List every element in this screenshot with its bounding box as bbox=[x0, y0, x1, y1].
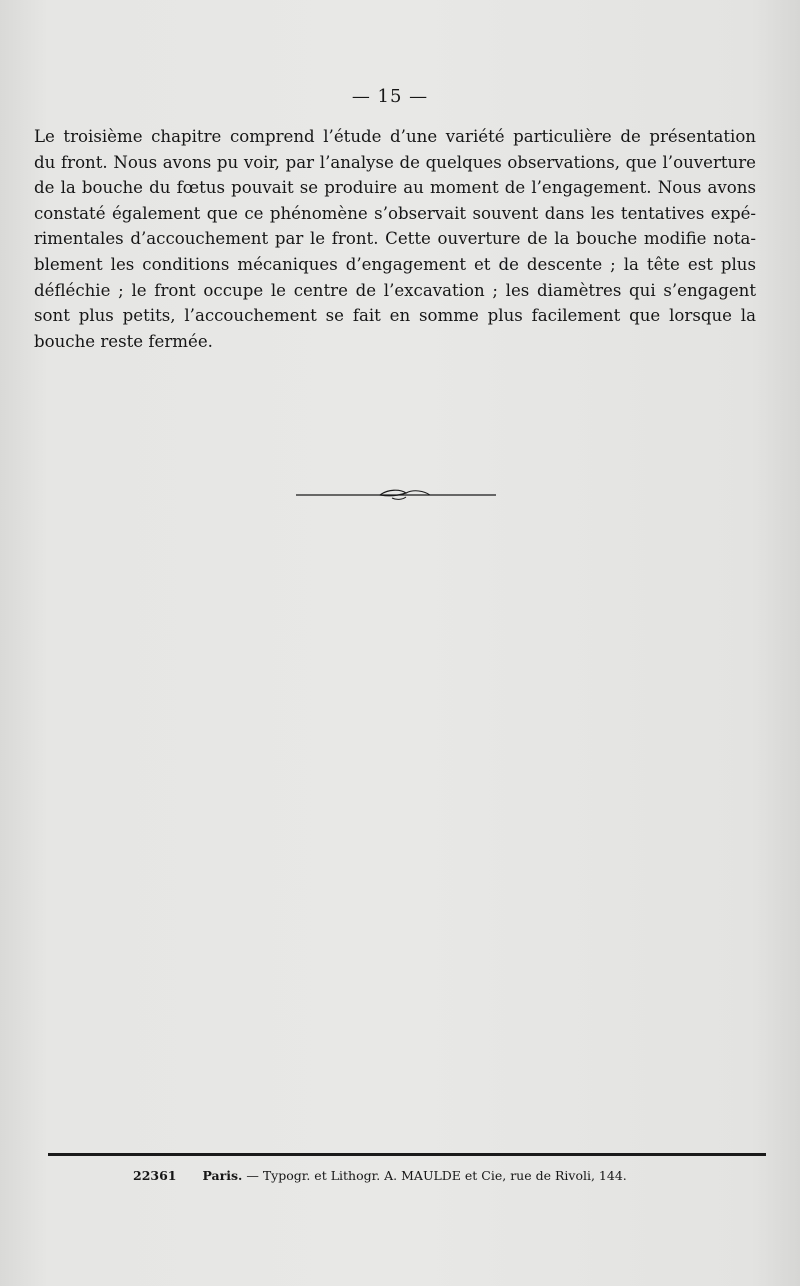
imprint-city: Paris. bbox=[202, 1168, 243, 1183]
paragraph-line: rimentales d’accouchement par le front. Cette ouverture de la bouche modifie nota- bbox=[34, 229, 756, 249]
page-number: — 15 — bbox=[351, 86, 429, 107]
paragraph-line: bouche reste fermée. bbox=[34, 331, 213, 351]
paragraph-line: constaté également que ce phénomène s’observait souvent dans les tentatives expé- bbox=[34, 203, 756, 223]
paragraph-line: du front. Nous avons pu voir, par l’analyse de quelques observations, que l’ouverture bbox=[34, 152, 756, 172]
section-ornament bbox=[296, 486, 496, 502]
paragraph-line: blement les conditions mécaniques d’engagement et de descente ; la tête est plus bbox=[34, 254, 756, 274]
imprint-code: 22361 bbox=[133, 1168, 177, 1183]
paragraph-line: sont plus petits, l’accouchement se fait en somme plus facilement que lorsque la bbox=[34, 306, 756, 326]
paragraph-line: Le troisième chapitre comprend l’étude d’une variété particulière de présentation bbox=[34, 127, 756, 146]
footer-rule bbox=[48, 1153, 766, 1156]
printer-imprint bbox=[133, 1168, 693, 1183]
paragraph-line: de la bouche du fœtus pouvait se produire au moment de l’engagement. Nous avons bbox=[34, 178, 756, 198]
paragraph-line: défléchie ; le front occupe le centre de l’excavation ; les diamètres qui s’engagent bbox=[34, 280, 756, 300]
imprint-text: — Typogr. et Lithogr. A. MAULDE et Cie, rue de Rivoli, 144. bbox=[246, 1168, 627, 1183]
body-paragraph bbox=[34, 124, 756, 354]
